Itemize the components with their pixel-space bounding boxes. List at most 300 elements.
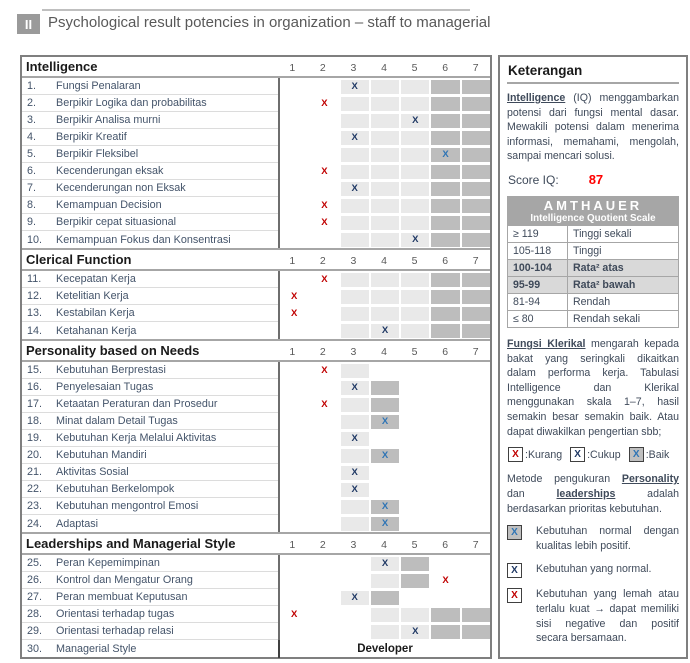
row-scale-grid [278,129,490,146]
row-scale-grid [278,362,490,379]
row-number: 19. [27,432,43,444]
row-scale-grid [278,146,490,163]
row-number: 6. [27,165,37,177]
column-header: 5 [411,62,418,74]
row-number: 1. [27,80,37,92]
scale-cell [371,574,399,588]
row-label [22,606,278,623]
row-label [22,197,278,214]
scale-cell [462,625,490,639]
score-iq-value: 87 [588,172,604,188]
row-title: Ketelitian Kerja [56,290,129,302]
scale-cell [341,324,369,338]
row-label [22,322,278,339]
scale-cell [431,625,459,639]
scale-cell [280,114,308,128]
row-number: 17. [27,398,43,410]
scale-mark: X [341,80,369,94]
row-scale-grid [278,464,490,481]
scale-cell [280,574,308,588]
row-title: Minat dalam Detail Tugas [56,415,178,427]
section-title: Intelligence [26,59,98,74]
row-number: 15. [27,364,43,376]
scale-cell [280,216,308,230]
scale-cell [310,517,338,531]
scale-cell [280,165,308,179]
scale-cell [310,148,338,162]
row-number: 7. [27,182,37,194]
scale-mark: X [431,574,459,588]
section-title: Clerical Function [26,252,132,267]
scale-cell [431,307,459,321]
row-scale-grid [278,78,490,95]
section-header [22,534,490,555]
column-header: 1 [289,539,296,551]
row-label [22,430,278,447]
scale-cell [371,148,399,162]
column-header: 4 [381,539,387,551]
scale-cell [371,182,399,196]
scale-cell [371,432,399,446]
column-header: 1 [289,62,296,74]
iq-range: 81-94 [508,294,568,311]
row-title: Kecenderungan eksak [56,165,164,177]
row-scale-grid [278,606,490,623]
row-label [22,396,278,413]
scale-mark: X [310,199,338,213]
scale-cell [280,415,308,429]
scale-cell [401,273,429,287]
scale-cell [401,415,429,429]
scale-cell [280,517,308,531]
navy-x-mark-box: X [507,563,522,578]
scale-cell [431,80,459,94]
scale-cell [280,97,308,111]
row-title: Kestabilan Kerja [56,307,135,319]
table-row [22,95,490,112]
column-header: 7 [472,62,479,74]
section-title: Personality based on Needs [26,343,200,358]
scale-mark: X [371,324,399,338]
column-header: 6 [442,539,449,551]
scale-cell [310,114,338,128]
legend-item [507,587,679,645]
scale-cell [401,216,429,230]
scale-cell [462,466,490,480]
column-header: 2 [319,539,326,551]
table-row [22,129,490,146]
column-header: 1 [289,346,296,358]
scale-cell [280,591,308,605]
iq-range: ≤ 80 [508,311,568,328]
scale-cell [462,591,490,605]
scale-cell [310,574,338,588]
scale-cell [462,449,490,463]
table-row [22,464,490,481]
amthauer-table-header [508,197,679,226]
row-number: 14. [27,324,43,337]
scale-cell [462,483,490,497]
row-label [22,515,278,532]
iq-category: Rata² bawah [568,277,679,294]
row-number: 12. [27,290,43,302]
scale-cell [310,432,338,446]
table-row [22,498,490,515]
scale-cell [431,199,459,213]
row-label [22,555,278,572]
column-header: 5 [411,255,418,267]
iq-category: Rendah [568,294,679,311]
amthauer-title: AMTHAUER [543,198,643,214]
scale-cell [431,364,459,378]
scale-cell [371,398,399,412]
section-header [22,57,490,78]
row-label [22,146,278,163]
content [20,55,688,659]
scale-mark: X [401,114,429,128]
scale-cell [401,182,429,196]
table-row [22,430,490,447]
scale-cell [431,415,459,429]
scale-cell [371,381,399,395]
scale-cell [310,608,338,622]
row-scale-grid [278,214,490,231]
scale-cell [371,80,399,94]
section-title: Leaderships and Managerial Style [26,536,236,551]
row-number: 10. [27,233,43,246]
scale-cell [431,500,459,514]
scale-cell [280,432,308,446]
row-number: 2. [27,97,37,109]
table-row [22,231,490,248]
row-label [22,379,278,396]
row-label [22,413,278,430]
iq-category: Tinggi [568,243,679,260]
row-scale-grid [278,288,490,305]
scale-cell [341,574,369,588]
scale-cell [462,557,490,571]
scale-cell [462,233,490,247]
scale-cell [341,273,369,287]
section-header [22,341,490,362]
column-header: 4 [381,255,387,267]
scale-cell [310,307,338,321]
scale-cell [401,148,429,162]
scale-cell [401,517,429,531]
scale-cell [341,97,369,111]
scale-cell [310,415,338,429]
scale-cell [371,273,399,287]
row-number: 18. [27,415,43,427]
table-section [22,339,490,532]
iq-range: 95-99 [508,277,568,294]
row-title: Kontrol dan Mengatur Orang [56,574,193,586]
scale-cell [341,608,369,622]
row-title: Fungsi Penalaran [56,80,141,92]
row-number: 24. [27,517,43,530]
scale-cell [280,625,308,639]
scale-cell [431,466,459,480]
table-row [22,396,490,413]
table-row [22,362,490,379]
row-label [22,288,278,305]
column-header: 3 [350,346,357,358]
table-row [22,640,490,658]
row-number: 4. [27,131,37,143]
row-title: Berpikir Logika dan probabilitas [56,97,207,109]
scale-mark: X [341,591,369,605]
scale-cell [341,290,369,304]
scale-cell [310,557,338,571]
personality-method-description: Metode pengukuran Personality dan leaderships adalah berdasarkan prioritas kebutuhan. [507,473,679,515]
scale-cell [462,114,490,128]
scale-cell [310,625,338,639]
scale-cell [310,324,338,338]
scale-mark: X [371,449,399,463]
scale-cell [310,290,338,304]
row-label [22,572,278,589]
scale-cell [371,216,399,230]
scale-mark: X [310,273,338,287]
table-row [22,214,490,231]
table-row [22,413,490,430]
row-label [22,623,278,640]
column-header: 4 [381,62,387,74]
scale-cell [371,233,399,247]
scale-mark: X [310,364,338,378]
row-label [22,481,278,498]
column-header: 2 [319,255,326,267]
scale-cell [280,449,308,463]
row-title: Ketahanan Kerja [56,324,137,337]
blue-x-mark-box: X [507,525,522,540]
row-scale-grid [278,396,490,413]
row-scale-grid [278,447,490,464]
scale-cell [371,364,399,378]
scale-cell [401,574,429,588]
scale-cell [371,307,399,321]
scale-mark: X [341,432,369,446]
scale-cell [371,199,399,213]
scale-cell [431,483,459,497]
scale-cell [401,307,429,321]
keterangan-title: Keterangan [507,62,679,84]
scale-cell [462,290,490,304]
table-row [22,163,490,180]
scale-cell [280,233,308,247]
scale-cell [280,148,308,162]
scale-cell [462,131,490,145]
scale-cell [401,131,429,145]
column-header: 3 [350,62,357,74]
row-scale-grid [278,589,490,606]
scale-cell [431,114,459,128]
scale-cell [280,557,308,571]
scale-cell [280,131,308,145]
scale-cell [431,324,459,338]
row-number: 11. [27,273,42,285]
row-title: Kebutuhan Berprestasi [56,364,166,376]
scale-mark: X [401,625,429,639]
row-title: Penyelesaian Tugas [56,381,154,393]
scale-cell [371,625,399,639]
scale-cell [310,233,338,247]
row-number: 8. [27,199,37,211]
column-header: 7 [472,255,479,267]
row-label [22,362,278,379]
scale-cell [280,199,308,213]
table-row [22,112,490,129]
table-row [22,589,490,606]
row-title: Kemampuan Fokus dan Konsentrasi [56,233,231,246]
row-title: Kebutuhan Mandiri [56,449,147,461]
legend-item [507,524,679,553]
amthauer-subtitle: Intelligence Quotient Scale [530,213,656,225]
iq-range: ≥ 119 [508,226,568,243]
table-row [22,305,490,322]
scale-cell [280,398,308,412]
scale-mark: X [371,557,399,571]
scale-mark: X [371,500,399,514]
table-row [22,180,490,197]
row-label [22,640,278,658]
column-header: 3 [350,539,357,551]
table-row [22,606,490,623]
table-row [22,78,490,95]
table-row [22,481,490,498]
scale-cell [462,273,490,287]
row-number: 22. [27,483,43,495]
scale-mark: X [280,307,308,321]
column-headers [278,539,490,553]
column-header: 6 [442,346,449,358]
scale-cell [371,165,399,179]
row-scale-grid [278,413,490,430]
row-number: 5. [27,148,37,160]
header-divider [42,9,470,11]
table-section [22,532,490,658]
row-number: 9. [27,216,37,228]
section-header [22,250,490,271]
scale-cell [371,483,399,497]
legend-item-text: Kebutuhan yang normal. [536,563,652,576]
scale-cell [280,273,308,287]
scale-cell [280,466,308,480]
table-row [22,623,490,640]
row-label [22,498,278,515]
scale-cell [431,398,459,412]
scale-cell [401,449,429,463]
scale-cell [431,131,459,145]
row-scale-grid [278,515,490,532]
table-row [22,146,490,163]
managerial-style-value: Developer [278,640,490,658]
row-label [22,447,278,464]
row-title: Berpikir Kreatif [56,131,127,143]
scale-cell [401,466,429,480]
scale-mark-legend [508,447,679,462]
table-row [22,271,490,288]
scale-cell [431,557,459,571]
row-title: Kecepatan Kerja [56,273,136,285]
scale-cell [371,608,399,622]
scale-cell [401,80,429,94]
scale-mark: X [280,290,308,304]
row-label [22,214,278,231]
scale-cell [431,182,459,196]
red-x-mark-box: X [507,588,522,603]
scale-cell [431,216,459,230]
scale-cell [401,557,429,571]
scale-cell [401,97,429,111]
scale-cell [401,608,429,622]
row-number: 3. [27,114,37,126]
row-scale-grid [278,163,490,180]
row-number: 26. [27,574,43,586]
blue-x-mark-box: X [629,447,644,462]
scale-cell [310,182,338,196]
column-header: 5 [411,539,418,551]
section-number-badge: II [17,14,40,34]
row-scale-grid [278,112,490,129]
iq-category: Tinggi sekali [568,226,679,243]
scale-mark: X [371,517,399,531]
scale-cell [341,199,369,213]
scale-cell [310,131,338,145]
row-title: Kebutuhan mengontrol Emosi [56,500,199,512]
row-label [22,271,278,288]
scale-cell [401,483,429,497]
scale-cell [341,233,369,247]
column-header: 6 [442,255,449,267]
page-title: Psychological result potencies in organization – staff to managerial [48,14,491,31]
scale-cell [341,449,369,463]
row-label [22,78,278,95]
row-title: Ketaatan Peraturan dan Prosedur [56,398,218,410]
keterangan-panel [498,55,688,659]
row-scale-grid [278,379,490,396]
row-scale-grid [278,231,490,248]
scale-mark: X [341,182,369,196]
scale-cell [401,432,429,446]
scale-cell [341,557,369,571]
scale-cell [462,608,490,622]
scale-cell [431,608,459,622]
row-scale-grid [278,305,490,322]
row-label [22,129,278,146]
scale-mark: X [401,233,429,247]
row-title: Kebutuhan Berkelompok [56,483,175,495]
table-row [22,555,490,572]
scale-cell [462,199,490,213]
scale-cell [341,517,369,531]
row-label [22,464,278,481]
row-number: 23. [27,500,43,512]
scale-cell [462,97,490,111]
scale-cell [462,364,490,378]
legend-label: :Cukup [587,448,621,461]
scale-mark: X [431,148,459,162]
amthauer-scale-table [507,196,679,328]
scale-cell [462,182,490,196]
column-headers [278,346,490,360]
red-x-mark-box: X [508,447,523,462]
scale-mark: X [341,483,369,497]
row-title: Managerial Style [56,643,137,655]
legend-item-text: Kebutuhan normal dengan kualitas lebih positif. [536,525,679,552]
row-number: 21. [27,466,43,478]
scale-cell [310,483,338,497]
